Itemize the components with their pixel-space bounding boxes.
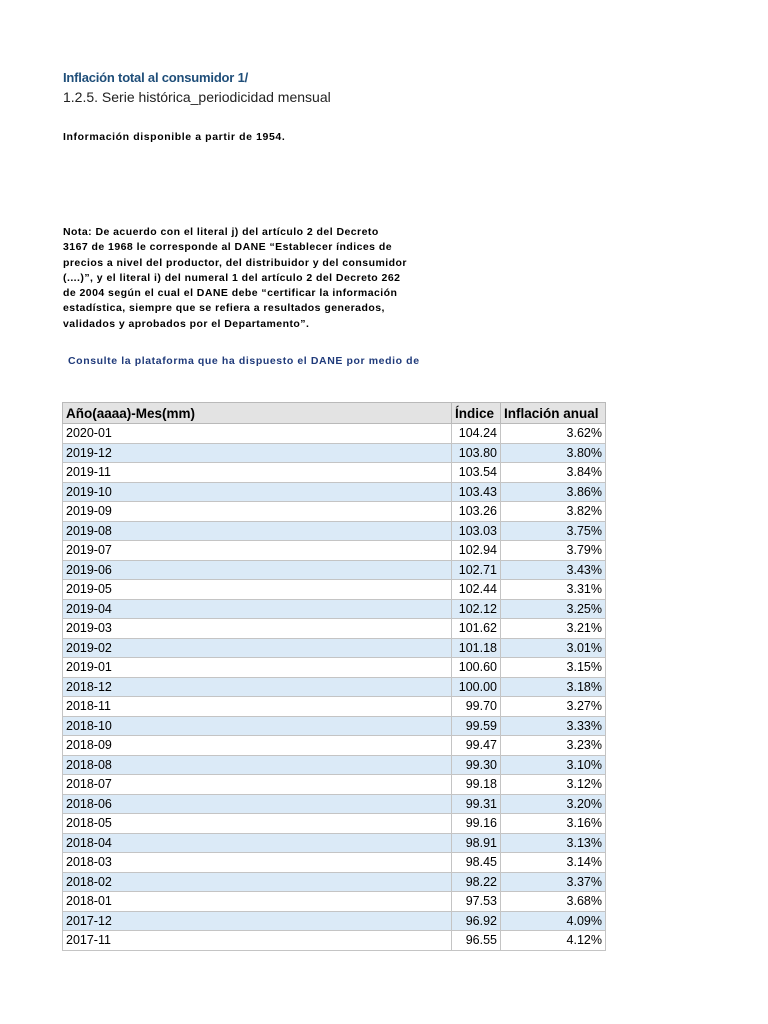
cell-inflation: 3.31% [501,580,606,600]
cell-inflation: 4.12% [501,931,606,951]
legal-note-line: estadística, siempre que se refiera a resultados generados, [63,302,385,315]
table-row [63,872,606,892]
cell-index: 103.54 [452,463,501,483]
cell-date: 2019-11 [63,463,452,483]
cell-date: 2019-07 [63,541,452,561]
cell-date: 2018-12 [63,677,452,697]
cell-index: 103.26 [452,502,501,522]
cell-date: 2017-12 [63,911,452,931]
cell-index: 104.24 [452,424,501,444]
table-row [63,424,606,444]
cell-date: 2018-05 [63,814,452,834]
cell-index: 103.80 [452,443,501,463]
table-row [63,697,606,717]
table-row [63,502,606,522]
cell-date: 2018-09 [63,736,452,756]
cell-date: 2019-10 [63,482,452,502]
legal-note-line: (....)”, y el literal i) del numeral 1 del artículo 2 del Decreto 262 [63,271,401,284]
cell-date: 2019-04 [63,599,452,619]
inflation-table [62,402,606,951]
table-row [63,580,606,600]
table-row [63,541,606,561]
cell-inflation: 3.86% [501,482,606,502]
cell-index: 101.62 [452,619,501,639]
cell-inflation: 3.12% [501,775,606,795]
cell-inflation: 3.37% [501,872,606,892]
cell-date: 2018-07 [63,775,452,795]
cell-date: 2019-05 [63,580,452,600]
header-inflation: Inflación anual [501,403,606,424]
table-row [63,560,606,580]
page-title: Inflación total al consumidor 1/ [63,70,249,85]
cell-inflation: 3.21% [501,619,606,639]
cell-inflation: 3.62% [501,424,606,444]
consult-platform-link[interactable]: Consulte la plataforma que ha dispuesto el DANE por medio de [68,355,420,367]
table-row [63,443,606,463]
cell-index: 96.92 [452,911,501,931]
table-row [63,775,606,795]
legal-note [63,225,463,332]
table-row [63,482,606,502]
cell-inflation: 4.09% [501,911,606,931]
cell-date: 2018-10 [63,716,452,736]
cell-date: 2018-03 [63,853,452,873]
table-row [63,814,606,834]
table-header-row [63,403,606,424]
cell-inflation: 3.68% [501,892,606,912]
cell-index: 98.45 [452,853,501,873]
header-index: Índice [452,403,501,424]
table-row [63,833,606,853]
table-row [63,619,606,639]
cell-index: 99.70 [452,697,501,717]
cell-inflation: 3.82% [501,502,606,522]
cell-inflation: 3.33% [501,716,606,736]
table-row [63,521,606,541]
cell-date: 2018-04 [63,833,452,853]
cell-inflation: 3.01% [501,638,606,658]
legal-note-line: 3167 de 1968 le corresponde al DANE “Establecer índices de [63,241,392,254]
cell-index: 102.71 [452,560,501,580]
cell-index: 101.18 [452,638,501,658]
cell-index: 98.22 [452,872,501,892]
legal-note-line: de 2004 según el cual el DANE debe “certificar la información [63,287,398,300]
legal-note-line: validados y aprobados por el Departamento”. [63,317,310,330]
cell-index: 99.31 [452,794,501,814]
table-row [63,638,606,658]
cell-inflation: 3.80% [501,443,606,463]
cell-index: 99.30 [452,755,501,775]
cell-inflation: 3.10% [501,755,606,775]
cell-inflation: 3.84% [501,463,606,483]
cell-inflation: 3.23% [501,736,606,756]
cell-inflation: 3.14% [501,853,606,873]
cell-inflation: 3.25% [501,599,606,619]
cell-index: 97.53 [452,892,501,912]
cell-inflation: 3.13% [501,833,606,853]
cell-index: 98.91 [452,833,501,853]
cell-index: 96.55 [452,931,501,951]
cell-date: 2019-08 [63,521,452,541]
cell-index: 102.12 [452,599,501,619]
table-row [63,658,606,678]
table-row [63,599,606,619]
cell-inflation: 3.79% [501,541,606,561]
cell-date: 2018-02 [63,872,452,892]
legal-note-line: precios a nivel del productor, del distribuidor y del consumidor [63,256,407,269]
cell-date: 2018-06 [63,794,452,814]
cell-date: 2019-06 [63,560,452,580]
cell-inflation: 3.18% [501,677,606,697]
cell-index: 103.43 [452,482,501,502]
cell-date: 2019-02 [63,638,452,658]
cell-inflation: 3.20% [501,794,606,814]
cell-inflation: 3.27% [501,697,606,717]
cell-date: 2018-08 [63,755,452,775]
legal-note-line: Nota: De acuerdo con el literal j) del artículo 2 del Decreto [63,226,379,238]
table-row [63,892,606,912]
cell-index: 99.16 [452,814,501,834]
cell-date: 2018-01 [63,892,452,912]
page-subtitle: 1.2.5. Serie histórica_periodicidad mensual [63,89,331,105]
table-row [63,736,606,756]
cell-inflation: 3.15% [501,658,606,678]
cell-inflation: 3.16% [501,814,606,834]
header-date: Año(aaaa)-Mes(mm) [63,403,452,424]
cell-date: 2019-01 [63,658,452,678]
cell-index: 99.18 [452,775,501,795]
cell-date: 2019-09 [63,502,452,522]
table-row [63,794,606,814]
cell-index: 100.60 [452,658,501,678]
availability-note: Información disponible a partir de 1954. [63,131,286,143]
cell-index: 99.59 [452,716,501,736]
cell-inflation: 3.75% [501,521,606,541]
cell-date: 2019-03 [63,619,452,639]
table-row [63,755,606,775]
table-row [63,677,606,697]
table-row [63,931,606,951]
table-body [63,424,606,951]
cell-date: 2020-01 [63,424,452,444]
cell-index: 100.00 [452,677,501,697]
table-row [63,463,606,483]
cell-index: 99.47 [452,736,501,756]
cell-date: 2019-12 [63,443,452,463]
cell-index: 103.03 [452,521,501,541]
cell-date: 2018-11 [63,697,452,717]
table-row [63,716,606,736]
cell-date: 2017-11 [63,931,452,951]
table-row [63,853,606,873]
cell-inflation: 3.43% [501,560,606,580]
table-row [63,911,606,931]
cell-index: 102.44 [452,580,501,600]
cell-index: 102.94 [452,541,501,561]
